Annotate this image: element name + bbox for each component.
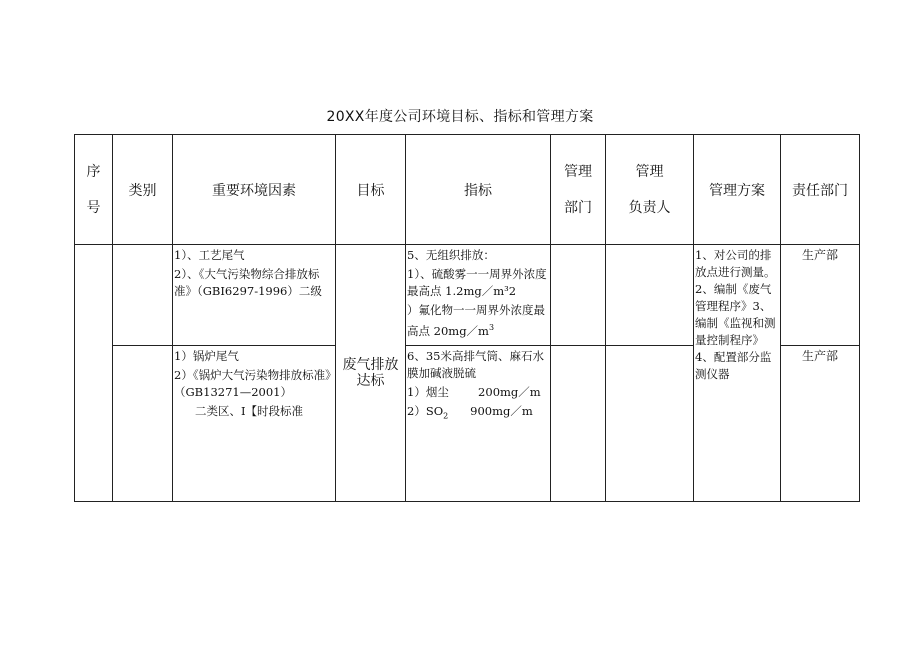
- header-row: [75, 135, 860, 245]
- factor-cell: [173, 346, 336, 502]
- header-mgmt-dept-top: 管理: [564, 163, 592, 180]
- header-plan: 管理方案: [694, 135, 781, 245]
- so2-prefix: 2）SO: [407, 404, 444, 418]
- table-row: [75, 245, 860, 346]
- header-seq-top: 序: [86, 163, 101, 180]
- factor-line: 1）、工艺尾气: [174, 248, 245, 262]
- header-category: 类别: [113, 135, 173, 245]
- superscript: 3: [488, 323, 495, 332]
- header-mgmt-dept: [551, 135, 606, 245]
- header-factor: 重要环境因素: [173, 135, 336, 245]
- header-mgmt-person-top: 管理: [635, 163, 664, 180]
- resp-dept: 生产部: [801, 349, 838, 363]
- indicator-line: 1）烟尘 200mg／m: [407, 385, 541, 399]
- header-mgmt-dept-bottom: 部门: [564, 199, 592, 216]
- resp-dept-cell: [781, 346, 860, 502]
- header-seq-bottom: 号: [86, 199, 101, 216]
- mgmt-person-cell: [606, 245, 694, 346]
- so2-value: 900mg／m: [448, 404, 533, 418]
- mgmt-person-cell: [606, 346, 694, 502]
- factor-cell: [173, 245, 336, 346]
- indicator-line: [406, 300, 550, 340]
- plan-text: 1、对公司的排放点进行测量。 2、编制《废气管理程序》3、编制《监视和测量控制程序》4、配置部分监测仪器: [695, 248, 776, 381]
- category-cell: [113, 346, 173, 502]
- environment-plan-table: [74, 134, 860, 502]
- indicator-line: 1）、硫酸雾一一周界外浓度最高点 1.2mg／m³2: [407, 267, 547, 298]
- indicator-line: [406, 401, 550, 424]
- so2-subscript: 2: [443, 411, 449, 421]
- seq-cell: [75, 245, 113, 502]
- header-resp-dept: 责任部门: [781, 135, 860, 245]
- category-cell: [113, 245, 173, 346]
- factor-line: 2）、《大气污染物综合排放标准》（GBI6297-1996）二级: [174, 267, 322, 298]
- mgmt-dept-cell: [551, 346, 606, 502]
- mgmt-dept-cell: [551, 245, 606, 346]
- indicator-line-text: ）氟化物一一周界外浓度最高点 20mg／m: [407, 303, 545, 338]
- document-title: 20XX年度公司环境目标、指标和管理方案: [326, 109, 594, 125]
- indicator-line: 6、35米高排气筒、麻石水膜加碱液脱硫: [407, 349, 544, 380]
- target-cell: [336, 245, 406, 502]
- header-seq: [75, 135, 113, 245]
- plan-cell: [694, 245, 781, 502]
- resp-dept-cell: [781, 245, 860, 346]
- indicator-line: 5、无组织排放：: [407, 248, 495, 262]
- target-text: 废气排放达标: [342, 357, 399, 389]
- header-target: 目标: [336, 135, 406, 245]
- indicator-cell: [406, 346, 551, 502]
- factor-line: 2）《锅炉大气污染物排放标准》（GB13271—2001）: [174, 368, 331, 399]
- header-indicator: 指标: [406, 135, 551, 245]
- factor-line: 1）锅炉尾气: [174, 349, 239, 363]
- factor-line: 二类区、I【时段标准: [195, 404, 304, 418]
- indicator-cell: [406, 245, 551, 346]
- header-mgmt-person-bottom: 负责人: [628, 199, 671, 216]
- resp-dept: 生产部: [801, 248, 838, 262]
- header-mgmt-person: [606, 135, 694, 245]
